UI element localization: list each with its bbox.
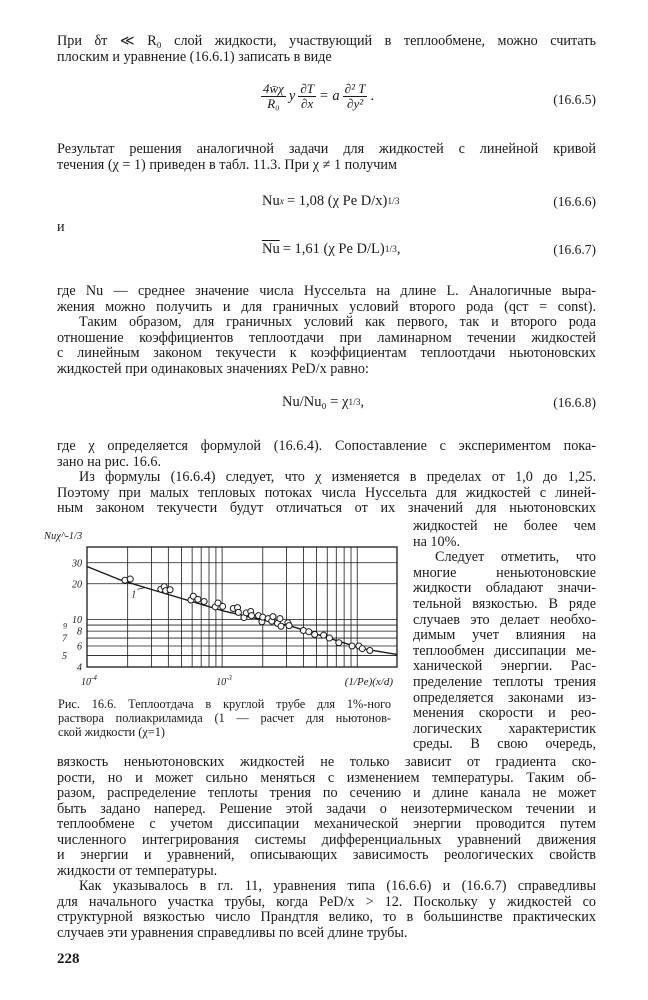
text-line: При δт ≪ R₀ слой жидкости, участвующий в теплообмене, можно считать [57,34,596,49]
paragraph-boundary-conditions [57,284,596,377]
paragraph-bottom [57,755,596,941]
data-point [336,640,342,646]
text-line: ской жидкости (χ=1) [58,725,165,739]
data-point [321,632,327,638]
subscript: x [279,196,284,207]
x-tick-base: 10 [81,677,91,688]
text-line: пределение теплоты трения [413,674,596,690]
text-line: случаев это делает необхо- [413,612,596,628]
y-tick-label: 4 [77,662,82,674]
text-line: и энергии и уравнений, описывающих зависимость реологических свойств [57,848,596,863]
data-point [195,596,201,602]
denominator: ∂y² [347,96,364,111]
text-line: быть задано наперед. Решение этой задачи о неизотермическом течении и [57,801,596,817]
equation-16-6-5 [258,82,374,111]
text-line: Результат решения аналогичной задачи для жидкостей с линейной кривой [57,142,596,157]
y-tick-label: 6 [77,641,82,653]
fraction [343,82,368,111]
x-axis-label: (1/Pe)(x/d) [344,676,393,688]
conjunction: и [57,219,65,235]
equation-number: (16.6.7) [553,242,596,257]
text-line: определяется законами из- [413,690,596,706]
text-line: жидкости от температуры. [57,863,218,879]
figure-16-6-chart [40,522,412,694]
equation-number: (16.6.8) [553,395,596,410]
numerator: ∂² T [344,81,366,96]
comma: , [396,241,401,257]
text-line: многие неньютоновские [413,565,596,581]
text-line: менения скорости и рео- [413,706,596,722]
data-point [278,623,284,629]
fraction [298,82,316,111]
nu-mean-symbol: $\overline{Nu}$ [262,241,280,257]
x-tick-base: 10 [216,677,227,688]
x-tick-label [216,674,232,688]
lhs: Nu/Nu₀ = χ [282,394,349,410]
y-tick-label: 5 [62,650,67,662]
data-point [359,646,365,652]
equation-number: (16.6.6) [553,194,596,209]
text-line: раствора полиакриламида (1 — расчет для ньютонов- [58,711,391,725]
data-point [349,643,355,649]
text-line: жидкостей не более чем [413,519,596,534]
exponent: 1/3 [387,196,400,207]
paragraph-comparison [57,439,596,517]
comma: , [360,394,365,410]
paragraph-result [57,142,596,173]
nu-symbol: Nu [262,193,280,209]
text-line: для начального участка трубы, когда PeD/x > 12. Поскольку у жидкостей со [57,894,596,910]
text-line: вязкость неньютоновских жидкостей не только зависит от градиента ско- [57,755,596,770]
text-line: зано на рис. 16.6. [57,454,162,470]
x-tick-exponent: -3 [226,674,232,682]
equals-a: = a [318,88,340,104]
y-tick-label: 9 [63,621,67,631]
data-point [248,613,254,619]
text-line: тельной вязкостью. В ряде [413,596,596,612]
annotation-leader [137,588,145,590]
variable-y: y [288,88,296,104]
text-line: ханической энергии. Рас- [413,659,596,675]
numerator: ∂T [300,81,314,96]
data-point [127,576,133,582]
equation-16-6-7 [262,241,401,258]
rhs: = 1,61 (χ Pe D/L) [282,241,385,257]
text-line: Как указывалось в гл. 11, уравнения типа (16.6.6) и (16.6.7) справедливы [79,879,596,894]
text-line: рости, но и может сильно меняться с изменением температуры. Таким об- [57,770,596,786]
data-point [167,587,173,593]
text-line: жидкостей при одинаковых значениях PeD/x равно: [57,361,369,377]
paragraph-intro [57,34,596,65]
data-point [220,603,226,609]
text-line: структурной вязкостью число Прандтля велико, то в большинстве практических [57,910,596,925]
text-line: Таким образом, для граничных условий как первого, так и второго рода [79,315,596,330]
data-point [277,616,283,622]
data-point [270,614,276,620]
data-point [326,635,332,641]
y-tick-label: 10 [72,615,82,627]
denominator: ∂x [301,96,314,111]
text-line: отношение коэффициентов теплоотдачи при ламинарном течении жидкостей [57,330,596,346]
data-point [306,629,312,635]
text-line: где χ определяется формулой (16.6.4). Сопоставление с экспериментом пока- [57,439,596,454]
data-point [312,631,318,637]
text-line: теплообмене с учетом диссипации механической энергии проводится путем [57,817,596,832]
y-tick-label: 8 [77,626,82,638]
y-axis-label: Nuχ^-1/3 [44,531,83,542]
rhs: = 1,08 (χ Pe D/x) [286,193,388,209]
text-line: разом, распределение теплоты трения по сечению и длине канала не может [57,786,596,801]
text-line: жидкости обладают значи- [413,581,596,597]
text-line: димым учет влияния на [413,628,596,644]
x-tick-label [81,674,97,688]
text-line: Рис. 16.6. Теплоотдача в круглой трубе для 1%-ного [58,697,391,711]
text-line: среды. В свою очередь, [413,737,596,753]
numerator: 4w̄χ [263,81,284,96]
text-line: логических характеристик [413,721,596,737]
figure-caption [58,697,391,739]
text-line: случаев эти уравнения справедливы по всей длине трубы. [57,925,408,941]
curve-label: 1 [131,589,137,601]
text-line: теплообмен диссипации ме- [413,643,596,659]
data-point [201,598,207,604]
data-point [367,648,373,654]
text-line: ным законом текучести будут отличаться от их значений для ньютоновских [57,501,596,516]
fraction [261,82,286,111]
y-tick-label: 30 [72,558,82,570]
text-line: плоским и уравнение (16.6.1) записать в виде [57,49,332,65]
y-tick-label: 7 [62,633,67,645]
page-number: 228 [57,951,80,967]
y-tick-label: 20 [72,579,82,591]
equation-16-6-8 [282,394,364,411]
equation-16-6-6 [262,193,400,210]
data-point [286,623,292,629]
text-line: с линейным законом текучести к коэффициентам теплоотдачи ньютоновских [57,346,596,361]
text-line: Из формулы (16.6.4) следует, что χ изменяется в пределах от 1,0 до 1,25. [79,470,596,485]
period: . [370,88,375,104]
x-tick-exponent: -4 [91,674,97,682]
text-line: где Nu — среднее значение числа Нуссельта на длине L. Аналогичные выра- [57,284,596,299]
text-line: численного интегрирования системы дифференциальных уравнений движения [57,832,596,848]
text-line: жения можно получить и для граничных условий второго рода (qст = const). [57,299,596,315]
data-point [235,609,241,615]
text-line: Следует отметить, что [435,550,596,566]
text-line: течения (χ = 1) приведен в табл. 11.3. При χ ≠ 1 получим [57,157,397,173]
denominator: R₀ [267,96,280,111]
text-line: на 10%. [413,534,460,550]
equation-number: (16.6.5) [553,92,596,107]
exponent: 1/3 [348,397,361,408]
exponent: 1/3 [384,244,397,255]
paragraph-right-column [413,519,596,753]
text-line: Поэтому при малых тепловых потоках числа Нуссельта для жидкостей с линей- [57,485,596,501]
